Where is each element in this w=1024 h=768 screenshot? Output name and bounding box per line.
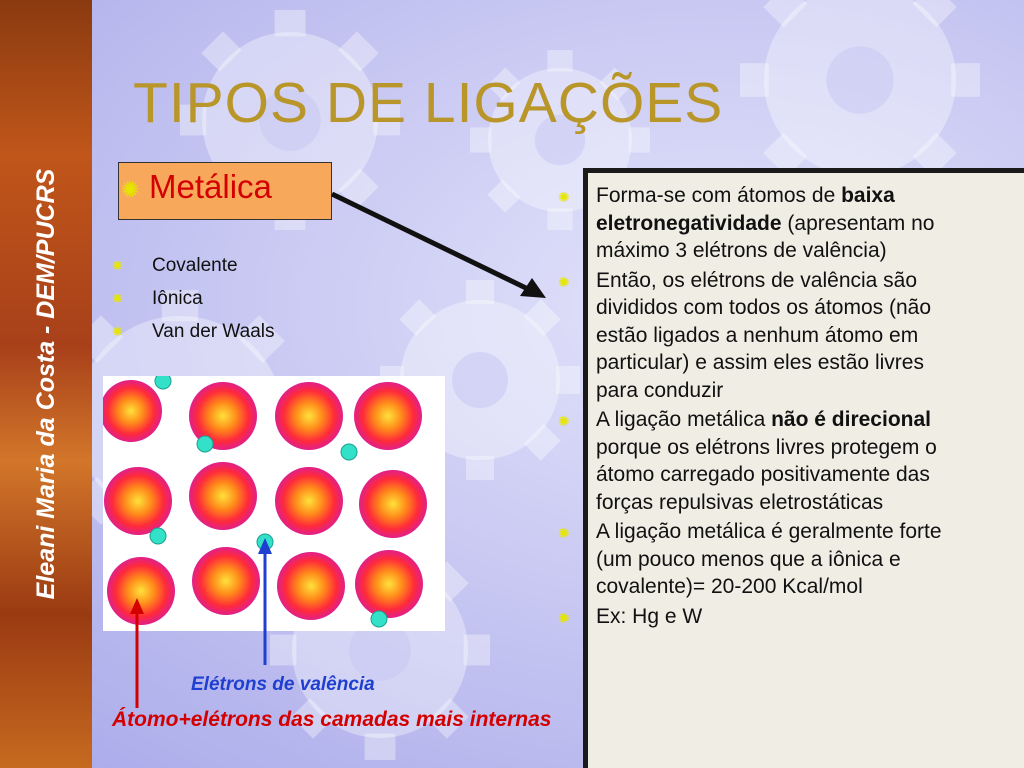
- list-item: ✺ Forma-se com átomos de baixa eletronegatividade (apresentam no máximo 3 elétrons de valência): [558, 184, 935, 262]
- bullet-icon: ✺: [558, 413, 570, 429]
- bullet-icon: ✺: [112, 324, 123, 339]
- author-label: Eleani Maria da Costa - DEM/PUCRS: [32, 168, 60, 600]
- list-item: ✺ Iônica: [112, 288, 203, 309]
- bullet-icon: ✺: [558, 525, 570, 541]
- list-item: ✺ Ex: Hg e W: [552, 603, 962, 631]
- list-item: ✺ Van der Waals: [112, 321, 275, 342]
- valence-electrons-caption: Elétrons de valência: [191, 674, 375, 695]
- bullet-icon: ✺: [558, 189, 570, 205]
- slide-title: TIPOS DE LIGAÇÕES: [133, 71, 724, 135]
- list-item: ✺ Covalente: [112, 255, 238, 276]
- bond-type-list: [112, 255, 275, 354]
- list-item: ✺ A ligação metálica não é direcional porque os elétrons livres protegem o átomo carregado positivamente das forças repulsivas eletrostáticas: [558, 408, 937, 514]
- description-list: [552, 182, 962, 632]
- selected-type-label: Metálica: [149, 168, 272, 205]
- list-item: ✺ Então, os elétrons de valência são divididos com todos os átomos (não estão ligados a nenhum átomo em particular) e assim eles estão livres para conduzir: [558, 268, 932, 402]
- author-sidebar: [0, 0, 92, 768]
- pointer-arrow: [330, 190, 560, 310]
- list-item: ✺ A ligação metálica é geralmente forte (um pouco menos que a iônica e covalente)= 20-200 Kcal/mol: [558, 520, 942, 598]
- core-atom-caption: Átomo+elétrons das camadas mais internas: [112, 708, 552, 731]
- bullet-icon: ✺: [112, 291, 123, 306]
- bullet-icon: ✺: [558, 609, 570, 626]
- bullet-icon: ✺: [112, 258, 123, 273]
- selected-type-box: [118, 162, 332, 220]
- bullet-icon: ✺: [558, 273, 570, 290]
- bullet-icon: ✺: [121, 177, 140, 202]
